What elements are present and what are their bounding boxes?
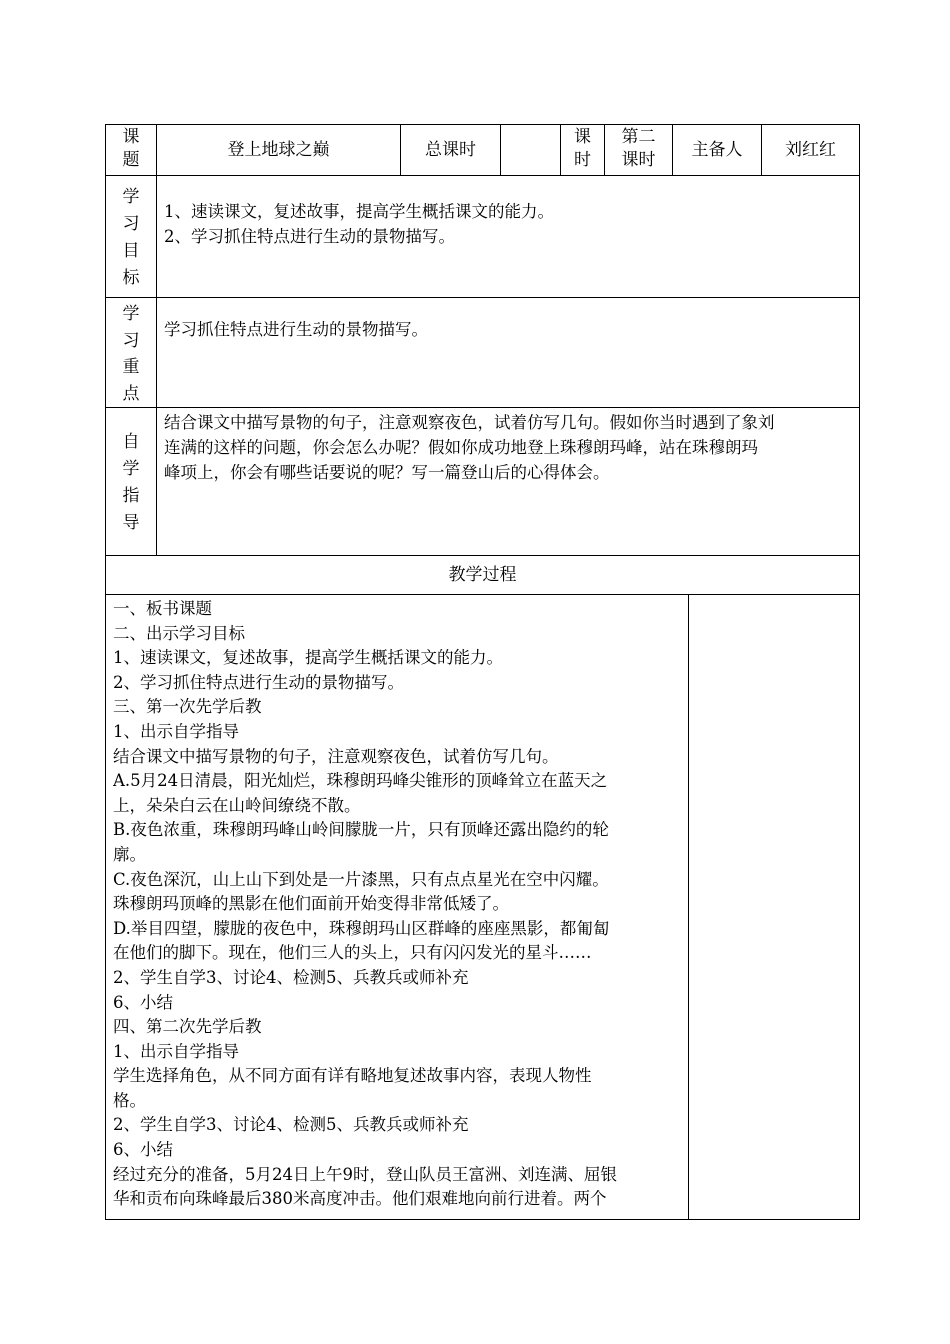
topic-label: 课 题: [122, 127, 140, 170]
lesson-period-value: 第二 课时: [621, 127, 656, 170]
preparer-label: 主备人: [691, 139, 743, 160]
table-border-right: [859, 124, 860, 1220]
process-line: 上，朵朵白云在山岭间缭绕不散。: [113, 795, 361, 815]
focus-content: 学习抓住特点进行生动的景物描写。: [164, 320, 428, 339]
total-hours-value: [501, 125, 560, 175]
focus-label: 学 习 重 点: [122, 304, 140, 404]
process-line: 2、学生自学3、讨论4、检测5、兵教兵或师补充: [113, 1115, 469, 1135]
process-title: 教学过程: [448, 564, 517, 585]
row-divider-header: [105, 175, 860, 176]
process-line: 学生选择角色，从不同方面有详有略地复述故事内容，表现人物性: [113, 1066, 592, 1086]
process-line: C.夜色深沉，山上山下到处是一片漆黑，只有点点星光在空中闪耀。: [113, 869, 609, 889]
process-line: 1、出示自学指导: [113, 1041, 239, 1061]
process-line: 珠穆朗玛顶峰的黑影在他们面前开始变得非常低矮了。: [113, 894, 509, 914]
process-line: B.夜色浓重，珠穆朗玛峰山岭间朦胧一片，只有顶峰还露出隐约的轮: [113, 820, 609, 840]
process-line: 在他们的脚下。现在，他们三人的头上，只有闪闪发光的星斗……: [113, 943, 592, 963]
process-line: 华和贡布向珠峰最后380米高度冲击。他们艰难地向前行进着。两个: [113, 1189, 607, 1209]
label-column-divider: [156, 124, 157, 555]
preparer-name: 刘红红: [785, 139, 836, 160]
process-line: 6、小结: [113, 992, 173, 1012]
row-divider-process-title: [105, 594, 860, 595]
process-line: 经过充分的准备，5月24日上午9时，登山队员王富洲、刘连满、屈银: [113, 1164, 617, 1184]
process-content: [113, 597, 681, 1212]
process-line: 廓。: [113, 844, 146, 864]
process-line: A.5月24日清晨，阳光灿烂，珠穆朗玛峰尖锥形的顶峰耸立在蓝天之: [113, 771, 608, 791]
process-line: 格。: [113, 1090, 146, 1110]
guidance-content: 结合课文中描写景物的句子，注意观察夜色，试着仿写几句。假如你当时遇到了象刘 连满的这样的问题，你会怎么办呢？假如你成功地登上珠穆朗玛峰，站在珠穆朗玛 峰项上，你会有哪些话要说的呢？写一篇登山后的心得体会。: [164, 413, 775, 482]
goals-content: 1、速读课文，复述故事，提高学生概括课文的能力。 2、学习抓住特点进行生动的景物描写。: [164, 202, 554, 246]
process-line: 结合课文中描写景物的句子，注意观察夜色，试着仿写几句。: [113, 746, 559, 766]
guidance-label: 自 学 指 导: [122, 432, 140, 533]
process-line: 1、速读课文，复述故事，提高学生概括课文的能力。: [113, 648, 503, 668]
table-border-bottom: [105, 1219, 860, 1220]
row-divider-goals: [105, 297, 860, 298]
lesson-period-label: 课 时: [574, 127, 591, 170]
process-line: 三、第一次先学后教: [113, 697, 262, 717]
row-divider-focus: [105, 407, 860, 408]
process-line: 一、板书课题: [113, 599, 212, 618]
process-side-divider: [688, 594, 689, 1220]
process-line: 6、小结: [113, 1140, 173, 1160]
process-line: 二、出示学习目标: [113, 623, 245, 643]
process-line: 四、第二次先学后教: [113, 1017, 262, 1037]
process-line: 2、学生自学3、讨论4、检测5、兵教兵或师补充: [113, 967, 469, 987]
process-line: 2、学习抓住特点进行生动的景物描写。: [113, 672, 404, 692]
process-line: D.举目四望，朦胧的夜色中，珠穆朗玛山区群峰的座座黑影，都匍匐: [113, 918, 610, 938]
process-line: 1、出示自学指导: [113, 721, 239, 741]
goals-label: 学 习 目 标: [122, 187, 140, 288]
lesson-title: 登上地球之巅: [227, 139, 330, 160]
total-hours-label: 总课时: [425, 139, 476, 160]
